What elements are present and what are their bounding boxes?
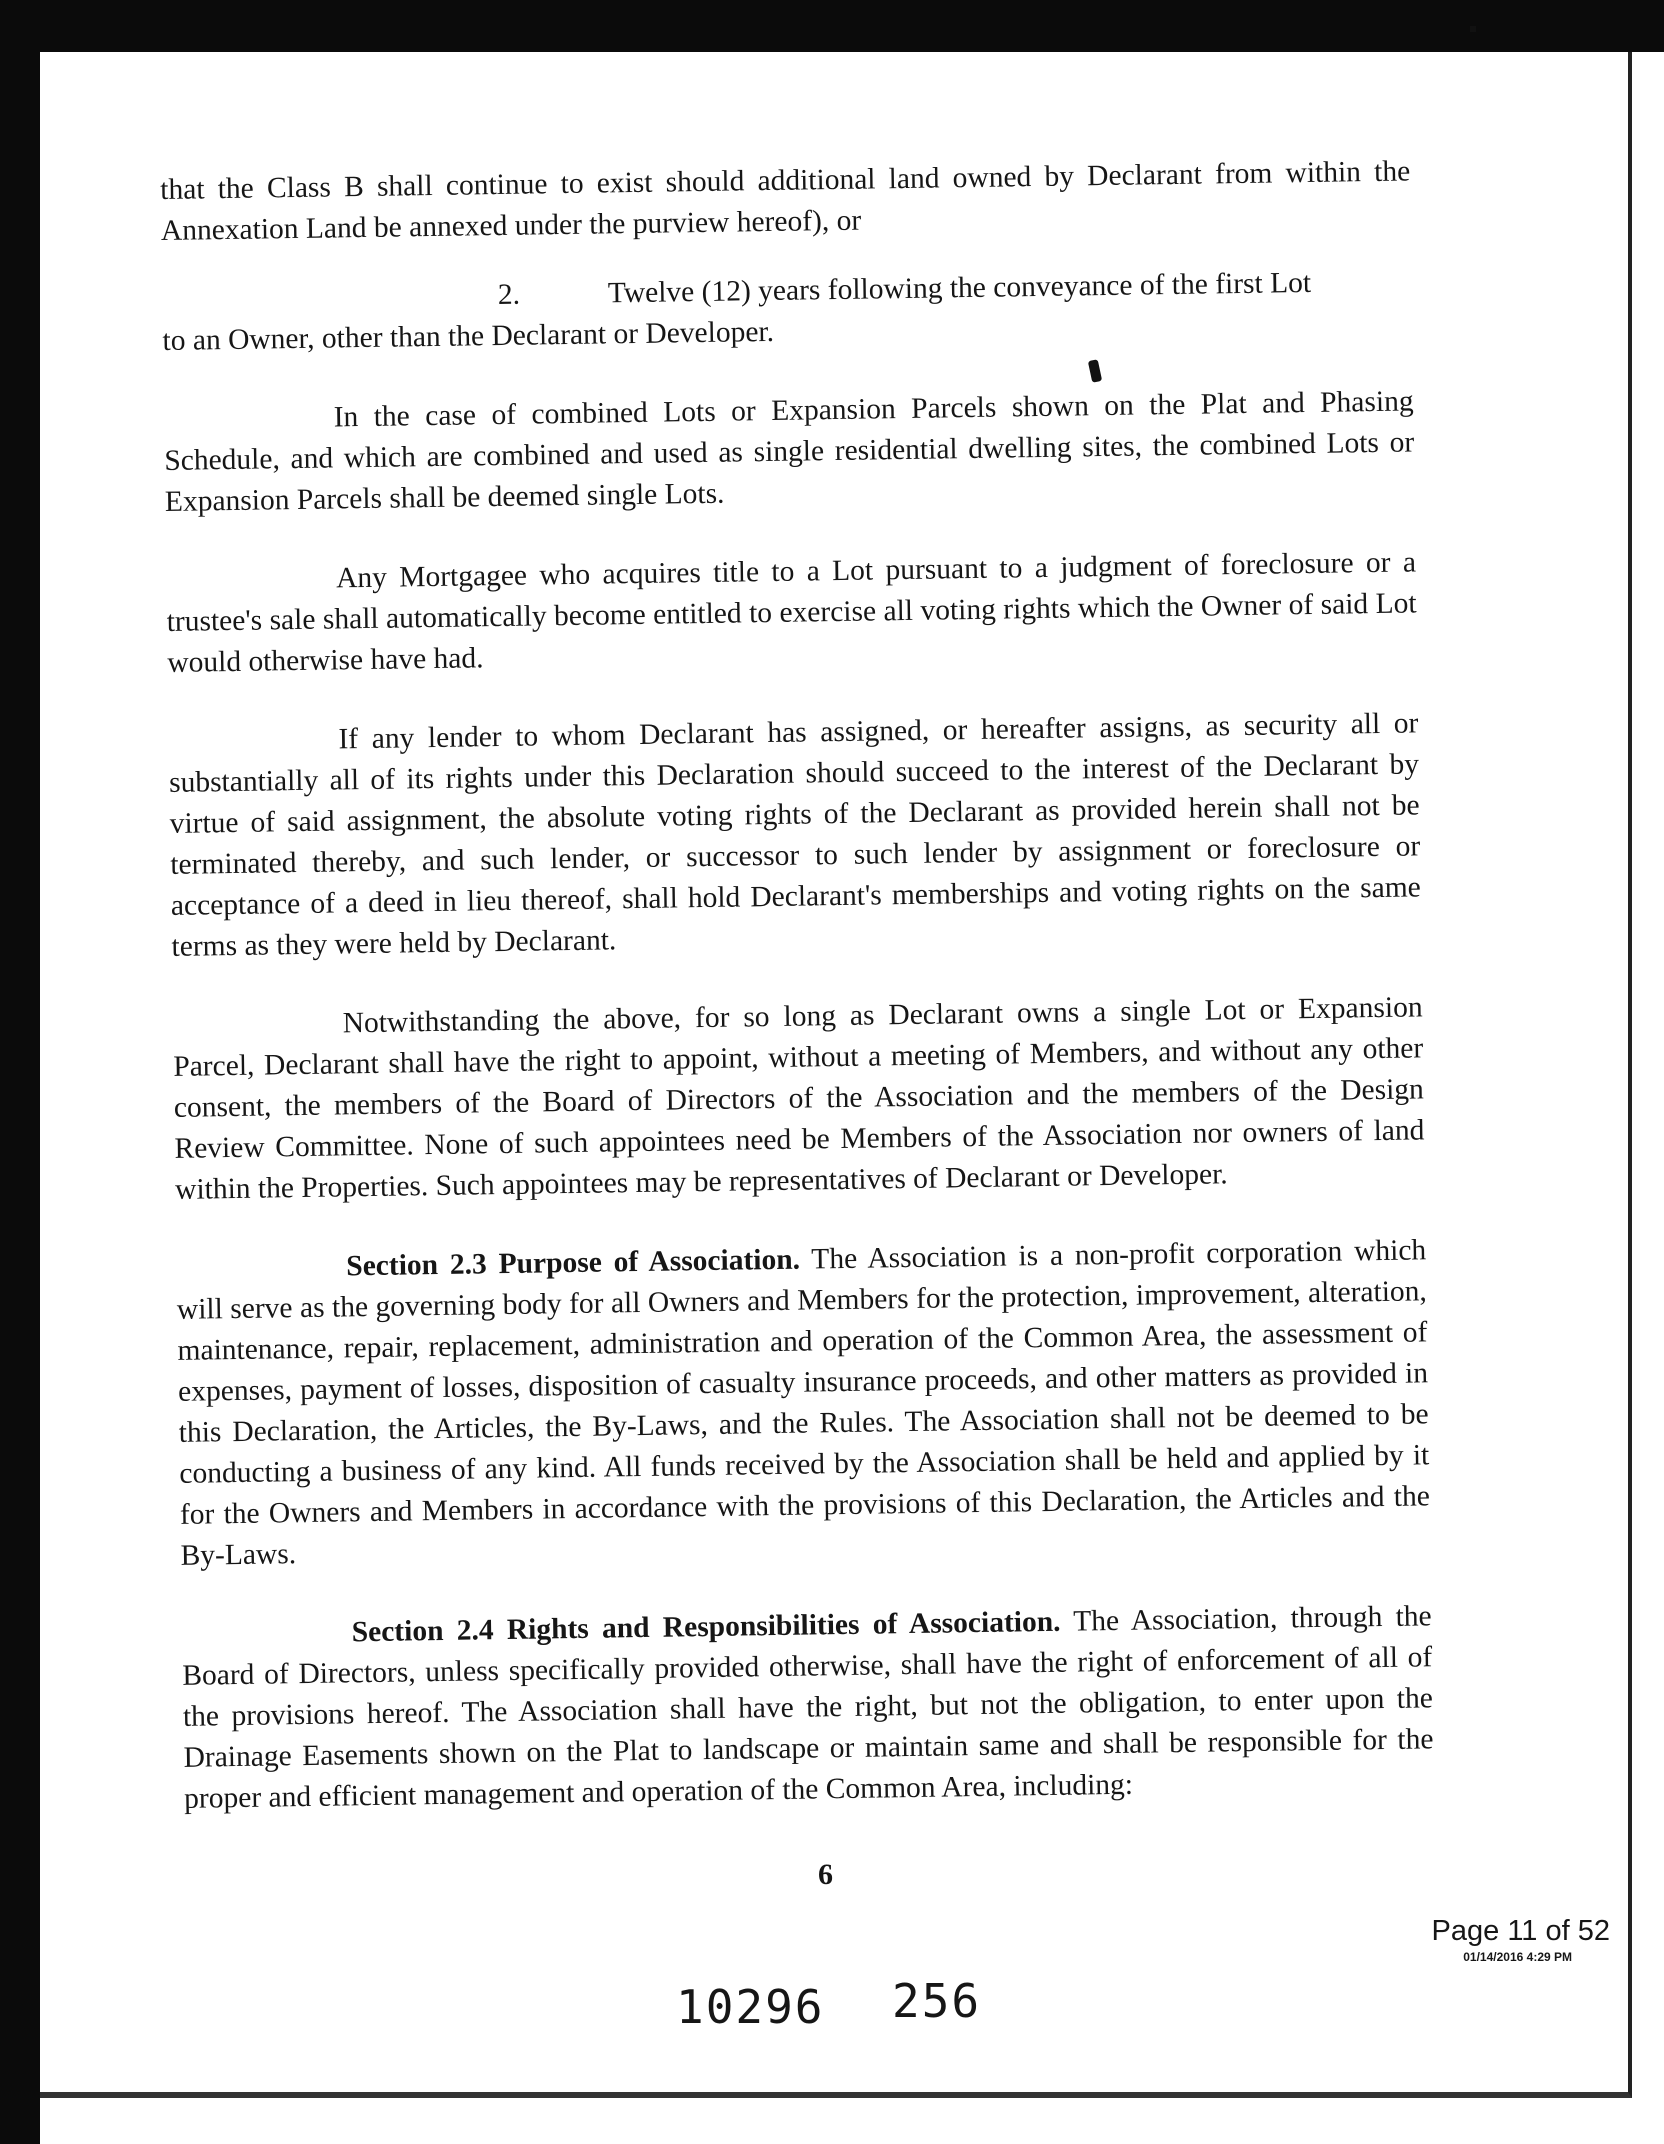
list-item-text: Twelve (12) years following the conveyance of the first Lot [607, 266, 1312, 310]
scan-border-top [0, 0, 1664, 52]
section-2-3 [176, 1230, 1431, 1577]
list-item-number: 2. [497, 278, 521, 311]
section-text: The Association, through the Board of Directors, unless specifically provided otherwise, shall have the right of enforcement of all of the provisions hereof. The Association shall have the right, but not the obligation, to enter upon the Drainage Easements shown on the Plat to landscape or maintain same and shall be responsible for the proper and efficient management and operation of the Common Area, including: [182, 1600, 1434, 1815]
paragraph-lender: If any lender to whom Declarant has assigned, or hereafter assigns, as security all or substantially all of its rights under this Declaration should succeed to the interest of the Declarant by virtue of said assignment, the absolute voting rights of the Declarant as provided herein shall not be terminated thereby, and such lender, or successor to such lender by assignment or foreclosure or acceptance of a deed in lieu thereof, shall hold Declarant's memberships and voting rights on the same terms as they were held by Declarant. [168, 707, 1422, 963]
section-2-4 [181, 1596, 1434, 1820]
section-heading: Section 2.3 Purpose of Association. [346, 1243, 801, 1283]
page-number: 6 [818, 1858, 833, 1891]
book-number: 10296 [676, 1980, 825, 2034]
paragraph-mortgagee: Any Mortgagee who acquires title to a Lot pursuant to a judgment of foreclosure or a trustee's sale shall automatically become entitled to exercise all voting rights which the Owner of said Lot would otherwise have had. [166, 546, 1417, 679]
section-heading: Section 2.4 Rights and Responsibilities of Association. [351, 1605, 1061, 1649]
paragraph-combined-lots: In the case of combined Lots or Expansion Parcels shown on the Plat and Phasing Schedule, and which are combined and used as single residential dwelling sites, the combined Lots or Expansion Parcels shall be deemed single Lots. [164, 385, 1415, 518]
list-item-continuation: to an Owner, other than the Declarant or Developer. [162, 315, 775, 357]
book-page-number: 256 [892, 1974, 982, 2028]
scan-speck [1470, 26, 1476, 32]
paragraph-notwithstanding: Notwithstanding the above, for so long as Declarant owns a single Lot or Expansion Parcel, Declarant shall have the right to appoint, without a meeting of Members, and without any other consent, the members of the Board of Directors of the Association and the members of the Design Review Committee. None of such appointees need be Members of the Association nor owners of land within the Properties. Such appointees may be representatives of Declarant or Developer. [173, 991, 1425, 1206]
document-body [160, 151, 1434, 1819]
scan-border-left [0, 0, 40, 2144]
recording-stamp-datetime: 01/14/2016 4:29 PM [1463, 1950, 1572, 1964]
paragraph-continuation: that the Class B shall continue to exist should additional land owned by Declarant from within the Annexation Land be annexed under the purview hereof), or [160, 155, 1411, 247]
recording-stamp-page: Page 11 of 52 [1431, 1915, 1610, 1947]
section-text: The Association is a non-profit corporation which will serve as the governing body for all Owners and Members for the protection, improvement, alteration, maintenance, repair, replacement, administration and operation of the Common Area, the assessment of expenses, payment of losses, disposition of casualty insurance proceeds, and other matters as provided in this Declaration, the Articles, the By-Laws, and the Rules. The Association shall not be deemed to be conducting a business of any kind. All funds received by the Association shall be held and applied by it for the Owners and Members in accordance with the provisions of this Declaration, the Articles and the By-Laws. [176, 1234, 1431, 1572]
